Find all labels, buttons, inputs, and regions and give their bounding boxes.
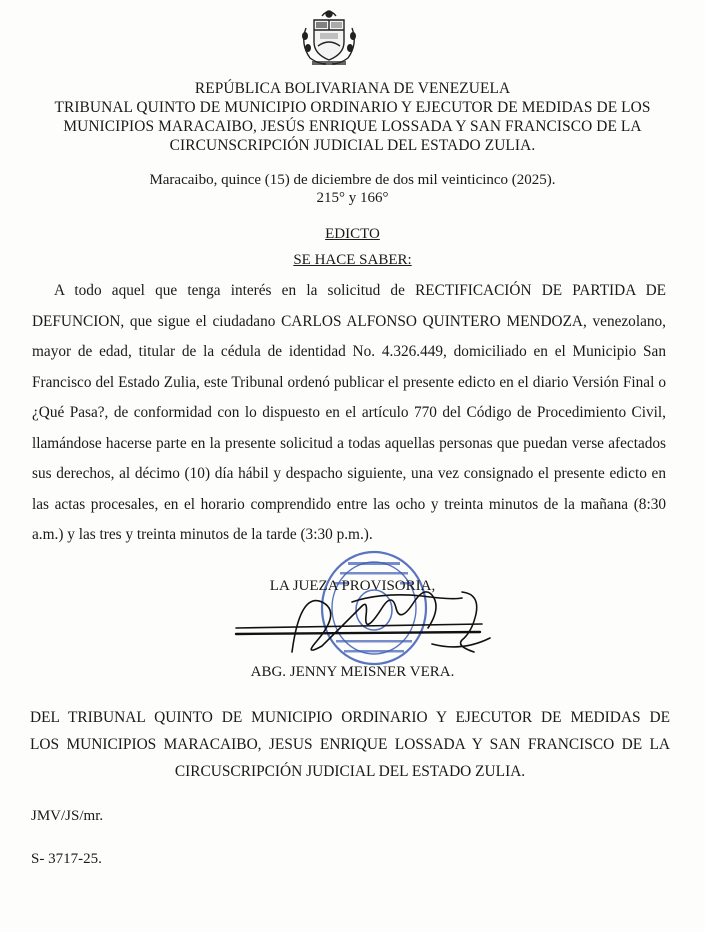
document-title: EDICTO [325,226,380,242]
file-number: S- 3717-25. [31,851,102,867]
footer-court-block [30,704,670,785]
edict-paragraph: A todo aquel que tenga interés en la solicitud de RECTIFICACIÓN DE PARTIDA DE DEFUNCION, que sigue el ciudadano CARLOS ALFONSO QUINTERO MENDOZA, venezolano, mayor de edad, titular de la cédula de identidad No. 4.326.449, domiciliado en el Municipio San Francisco del Estado Zulia, este Tribunal ordenó publicar el presente edicto en el diario Versión Final o ¿Qué Pasa?, de conformidad con lo dispuesto en el artículo 770 del Código de Procedimiento Civil, llamándose hacerse parte en la presente solicitud a todas aquellas personas que puedan verse afectados sus derechos, al décimo (10) día hábil y despacho siguiente, una vez consignado el presente edicto en las actas procesales, en el horario comprendido entre las ocho y treinta minutos de la mañana (8:30 a.m.) y las tres y treinta minutos de la tarde (3:30 p.m.). [32,282,666,543]
signer-role: LA JUEZA PROVISORIA, [269,578,436,594]
initials: JMV/JS/mr. [31,808,104,824]
header-court-line3: CIRCUNSCRIPCIÓN JUDICIAL DEL ESTADO ZULIA. [169,137,536,154]
footer-line1: DEL TRIBUNAL QUINTO DE MUNICIPIO ORDINARIO Y EJECUTOR DE MEDIDAS DE [30,709,670,726]
date-line: Maracaibo, quince (15) de diciembre de dos mil veinticinco (2025). [149,172,556,188]
coat-of-arms-seal [296,6,362,68]
edict-body [32,276,666,551]
signer-name: ABG. JENNY MEISNER VERA. [250,664,455,680]
header-court-line2: MUNICIPIOS MARACAIBO, JESÚS ENRIQUE LOSSADA Y SAN FRANCISCO DE LA [63,118,642,135]
handwritten-signature [232,582,502,660]
document-subtitle: SE HACE SABER: [293,252,412,268]
date-years: 215° y 166° [316,190,389,206]
header-court-line1: TRIBUNAL QUINTO DE MUNICIPIO ORDINARIO Y EJECUTOR DE MEDIDAS DE LOS [54,99,651,116]
footer-line2: LOS MUNICIPIOS MARACAIBO, JESUS ENRIQUE LOSSADA Y SAN FRANCISCO DE LA [30,736,670,753]
footer-line3: CIRCUSCRIPCIÓN JUDICIAL DEL ESTADO ZULIA. [174,763,526,780]
header-republic: REPÚBLICA BOLIVARIANA DE VENEZUELA [194,80,511,97]
